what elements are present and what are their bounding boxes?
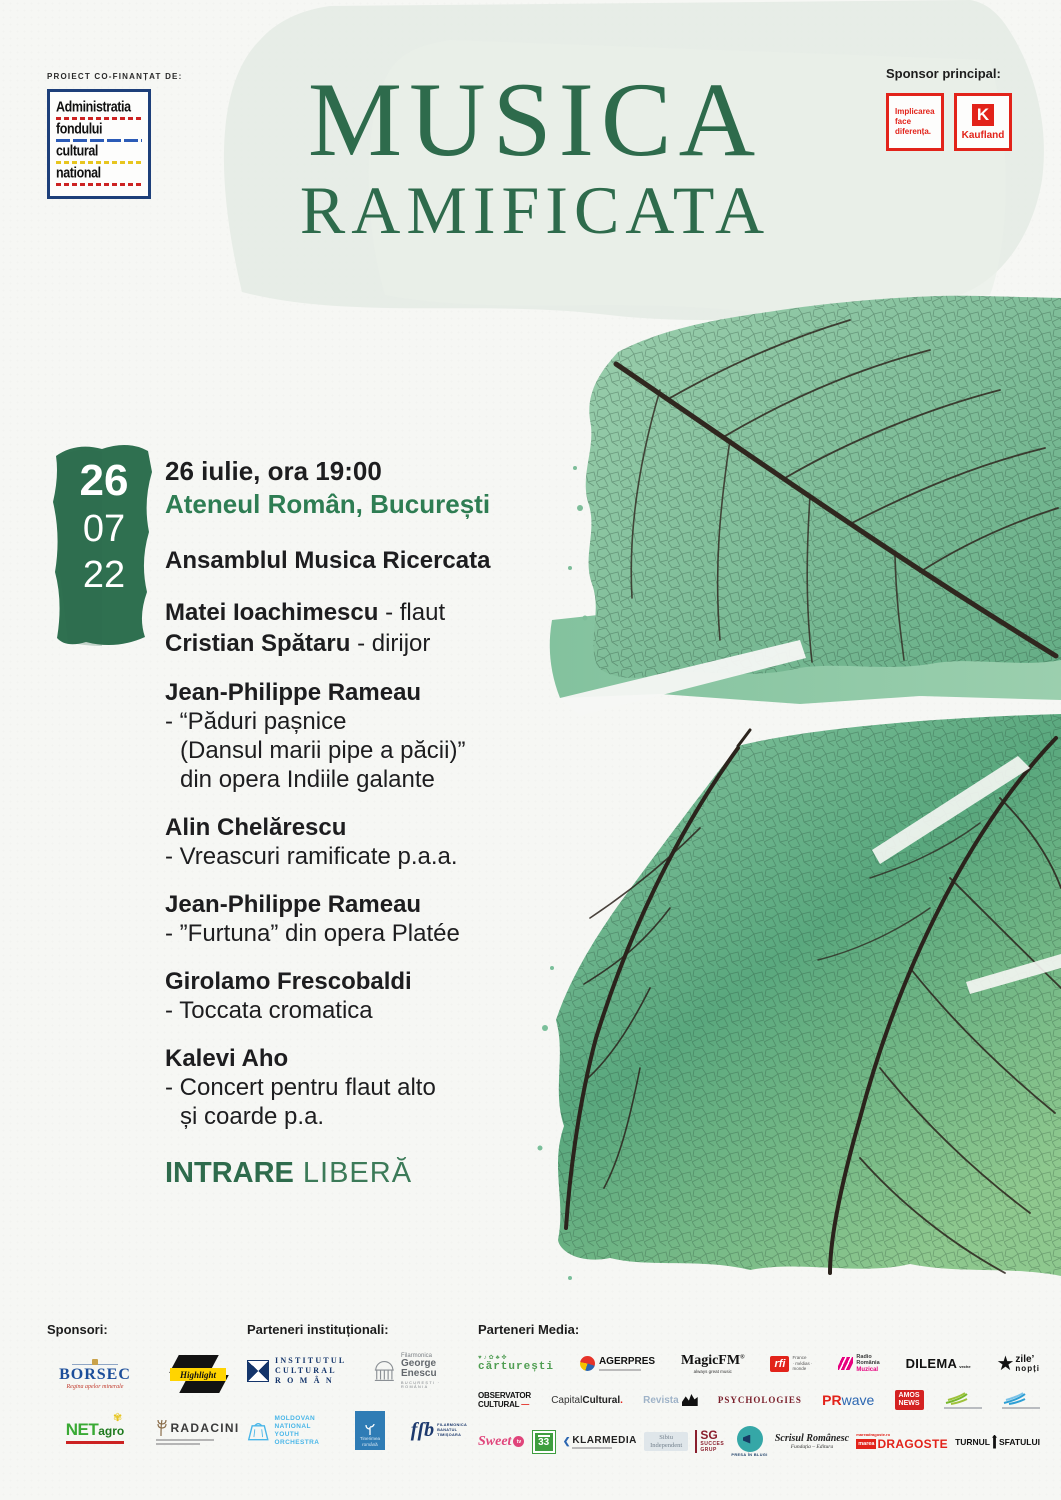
dragoste-box: marea — [858, 1441, 875, 1447]
borsec-name: BORSEC — [59, 1365, 131, 1383]
atheneum-building-icon — [372, 1358, 397, 1384]
composer-name: Jean-Philippe Rameau — [165, 679, 422, 706]
logo-capital-cultural — [551, 1395, 623, 1406]
netagro-bar — [66, 1441, 125, 1444]
zile-line: zile’ — [1015, 1353, 1035, 1365]
logo-borsec — [59, 1359, 131, 1390]
klarmedia-chevron-icon: ❮ — [562, 1436, 571, 1446]
rrm-line: Muzical — [856, 1366, 879, 1373]
mnyo-icon — [247, 1419, 270, 1443]
implicarea-line: Implicarea — [895, 107, 935, 116]
program-entry — [165, 890, 605, 948]
rrm-line: Radio — [856, 1353, 872, 1360]
logo-scrisul-romanesc — [775, 1433, 849, 1450]
title-line-1: MUSICA — [307, 61, 763, 178]
observator-line: OBSERVATOR — [478, 1391, 531, 1400]
carturesti-symbols-icon: ♥♪✿♣✤ — [478, 1354, 509, 1361]
afcn-logo-line: Administratia — [56, 98, 131, 115]
green-wave-icon — [944, 1392, 968, 1405]
logo-carturesti — [478, 1355, 554, 1373]
kaufland-k-icon: K — [972, 104, 994, 126]
netagro-agro: agro — [98, 1424, 125, 1438]
scrisul-sub: Fundația – Editura — [790, 1444, 834, 1450]
rfi-line: France — [792, 1355, 807, 1361]
afcn-block — [47, 72, 182, 199]
ensemble-name: Ansamblul Musica Ricercata — [165, 547, 491, 574]
radacini-name: RADACINI — [170, 1421, 240, 1435]
blue-wave-icon — [1002, 1392, 1026, 1405]
dragoste-name: DRAGOSTE — [877, 1437, 948, 1451]
afcn-separator — [56, 117, 142, 120]
media-row-3 — [478, 1426, 1040, 1457]
entry-regular: LIBERĂ — [302, 1157, 413, 1189]
kaufland-name: Kaufland — [961, 129, 1005, 141]
prwave-b: wave — [841, 1392, 875, 1408]
rfi-line: monde — [792, 1366, 807, 1372]
program-entry — [165, 813, 605, 871]
sweet-script: Sweet — [478, 1433, 512, 1449]
date-month: 07 — [82, 508, 126, 550]
capital-a: Capital — [551, 1394, 583, 1406]
logo-sweet-tv — [478, 1434, 524, 1450]
star-icon: ★ — [996, 1352, 1015, 1375]
composer-name: Alin Chelărescu — [165, 814, 347, 841]
revista-figures-icon — [682, 1394, 698, 1406]
amos-line: AMOS — [898, 1392, 920, 1399]
logo-sg-succes-grup — [695, 1430, 724, 1453]
icr-line: CULTURAL — [275, 1366, 337, 1375]
logo-moldovan-national-youth-orchestra — [247, 1415, 329, 1447]
logo-zile-nopti — [996, 1354, 1039, 1374]
composer-name: Kalevi Aho — [165, 1045, 289, 1072]
work-line: și coarde p.a. — [180, 1103, 325, 1130]
implicarea-line: diferența. — [895, 127, 932, 136]
date-day: 26 — [79, 456, 129, 505]
banatul-line: FILARMONICA — [437, 1423, 467, 1428]
wheat-icon — [156, 1419, 167, 1437]
sunflower-icon: ✾ — [113, 1412, 123, 1424]
media-label: Parteneri Media: — [478, 1322, 580, 1337]
event-details — [165, 456, 605, 1190]
sweet-tv-badge: tv — [513, 1436, 524, 1447]
performer-name: Matei Ioachimescu — [165, 599, 379, 626]
composer-name: Girolamo Frescobaldi — [165, 968, 412, 995]
tinerimea-line: Tinerimea — [359, 1436, 381, 1441]
implicarea-logo — [886, 93, 944, 151]
media-row-1 — [478, 1353, 1040, 1374]
enescu-top: Filarmonica — [401, 1353, 433, 1359]
performer-name: Cristian Spătaru — [165, 630, 351, 657]
carturesti-name: cărturești — [478, 1360, 555, 1373]
program-entry — [165, 1044, 605, 1131]
mnyo-line: NATIONAL YOUTH — [274, 1422, 311, 1438]
logo-rfi — [770, 1355, 812, 1372]
scrisul-name: Scrisul Românesc — [774, 1433, 850, 1444]
sibiu-line: Sibiu — [659, 1434, 673, 1441]
sg-initials: SG — [700, 1428, 718, 1442]
logo-klarmedia — [563, 1435, 637, 1449]
sponsors-label: Sponsori: — [47, 1322, 108, 1337]
logo-observator-cultural — [478, 1391, 531, 1409]
performers-list — [165, 597, 605, 659]
free-entry-note — [165, 1157, 605, 1190]
logo-presa-in-blugi — [731, 1426, 767, 1457]
wave-green-caption-line — [944, 1407, 982, 1409]
logo-turnul-sfatului — [955, 1435, 1040, 1449]
logo-institutul-cultural-roman — [247, 1356, 346, 1386]
turnul-a: TURNUL — [955, 1436, 991, 1447]
performer-line — [165, 628, 605, 659]
amos-line: NEWS — [898, 1400, 920, 1407]
banatul-line: TIMIȘOARA — [437, 1432, 462, 1437]
title-line-2: RAMIFICATA — [299, 172, 771, 248]
rrm-stripes-icon — [838, 1357, 853, 1370]
banatul-monogram: fſb — [410, 1419, 435, 1441]
logo-marea-dragoste — [856, 1432, 948, 1451]
tinerimea-line: română — [362, 1441, 378, 1447]
wave-blue-caption-line — [1002, 1407, 1040, 1409]
work-line: - Toccata cromatica — [165, 997, 373, 1024]
enescu-name: George — [401, 1358, 437, 1369]
project-cofinanced-label: PROIECT CO-FINANȚAT DE: — [47, 72, 183, 81]
capital-dot: . — [620, 1394, 623, 1406]
sponsor-principal-label: Sponsor principal: — [886, 66, 1001, 81]
prwave-a: PR — [822, 1392, 842, 1408]
logo-tinerimea-romana — [355, 1411, 385, 1450]
dilema-name: DILEMA — [905, 1356, 958, 1371]
work-line: - Vreascuri ramificate p.a.a. — [165, 843, 458, 870]
logo-agerpres — [580, 1356, 655, 1371]
main-sponsor-block — [886, 66, 1026, 151]
logo-filarmonica-banatul — [411, 1419, 467, 1442]
icr-icon — [247, 1360, 269, 1382]
magicfm-tagline: always great music — [693, 1369, 732, 1374]
zile-line: nopți — [1015, 1363, 1040, 1373]
work-line: - “Păduri pașnice — [165, 708, 347, 735]
agerpres-name: AGERPRES — [598, 1356, 656, 1367]
radacini-tagline-line — [156, 1439, 214, 1441]
afcn-separator — [56, 183, 142, 186]
afcn-separator — [56, 139, 142, 142]
logo-33 — [532, 1430, 556, 1454]
magicfm-name: MagicFM — [680, 1353, 741, 1368]
logo-magicfm — [681, 1353, 745, 1374]
logo-radacini — [156, 1419, 239, 1445]
sg-line: SUCCES — [700, 1441, 725, 1447]
afcn-logo-line: national — [56, 164, 101, 181]
performer-role: - flaut — [385, 599, 446, 626]
logo-highlight — [170, 1353, 226, 1395]
media-row-2 — [478, 1390, 1040, 1410]
work-line: din opera Indiile galante — [180, 766, 435, 793]
mnyo-line: MOLDOVAN — [274, 1414, 316, 1422]
sprout-icon — [363, 1422, 377, 1436]
date-block — [58, 456, 150, 598]
afcn-logo-line: fondului — [56, 120, 103, 137]
logo-sibiu-independent — [644, 1432, 688, 1451]
logo-prwave — [822, 1392, 874, 1408]
logo-dilema — [906, 1356, 971, 1371]
rfi-box: rfi — [770, 1356, 789, 1372]
g33-number: 33 — [538, 1437, 550, 1448]
presa-name: PRESA ÎN BLUGI — [731, 1453, 768, 1457]
kaufland-logo — [954, 93, 1012, 151]
icr-line: INSTITUTUL — [275, 1356, 347, 1365]
observator-line: CULTURAL — [478, 1400, 520, 1409]
afcn-logo — [47, 89, 151, 199]
agerpres-tagline-line — [599, 1369, 641, 1371]
turnul-b: SFATULUI — [999, 1436, 1040, 1447]
work-line: - ”Furtuna” din opera Platée — [165, 920, 460, 947]
highlight-name: Highlight — [170, 1368, 226, 1381]
entry-bold: INTRARE — [165, 1157, 294, 1189]
klarmedia-name: KLARMEDIA — [572, 1434, 637, 1446]
enescu-name: Enescu — [401, 1368, 437, 1379]
enescu-sub: BUCUREȘTI · ROMÂNIA — [401, 1381, 441, 1389]
institutional-label: Parteneri instituționali: — [247, 1322, 389, 1337]
date-year: 22 — [82, 554, 126, 596]
sibiu-line: Independent — [650, 1441, 683, 1449]
agerpres-globe-icon — [580, 1356, 595, 1371]
implicarea-line: face — [895, 117, 912, 126]
afcn-separator — [56, 161, 142, 164]
logo-filarmonica-george-enescu — [372, 1353, 467, 1389]
borsec-crest-icon — [72, 1359, 118, 1365]
dilema-side: veche — [959, 1364, 971, 1369]
revista-name: Revista — [643, 1394, 679, 1406]
work-line: - Concert pentru flaut alto — [165, 1074, 436, 1101]
observator-dash: — — [521, 1400, 530, 1409]
composer-name: Jean-Philippe Rameau — [165, 891, 422, 918]
performer-role: - dirijor — [357, 630, 431, 657]
event-datetime: 26 iulie, ora 19:00 — [165, 456, 382, 486]
media-column — [478, 1322, 1040, 1473]
event-venue: Ateneul Român, București — [165, 489, 491, 519]
sg-line: GRUP — [700, 1447, 717, 1453]
institutional-column — [247, 1322, 467, 1472]
netagro-net: NET — [65, 1420, 99, 1439]
logo-psychologies: PSYCHOLOGIES — [717, 1395, 802, 1405]
banatul-line: BANATUL — [437, 1428, 458, 1433]
logo-radio-romania-muzical — [838, 1354, 879, 1374]
page-title — [180, 61, 890, 248]
borsec-slogan: Regina apelor minerale — [66, 1383, 124, 1390]
performer-line — [165, 597, 605, 628]
magicfm-reg: ® — [740, 1354, 745, 1361]
logo-netagro — [65, 1412, 125, 1444]
work-line: (Dansul marii pipe a păcii)” — [180, 737, 466, 764]
program-entry — [165, 678, 605, 794]
icr-line: R O M Â N — [275, 1376, 334, 1385]
radacini-tagline-line — [156, 1443, 200, 1445]
dragoste-url: mareadragoste.ro — [856, 1432, 891, 1437]
tower-icon — [992, 1435, 997, 1449]
megaphone-icon — [737, 1426, 763, 1452]
rfi-line: · médias · — [792, 1360, 813, 1366]
capital-b: Cultural — [582, 1394, 621, 1406]
logo-amos-news — [895, 1390, 924, 1410]
sponsors-column — [47, 1322, 240, 1445]
rrm-line: România — [856, 1360, 880, 1366]
logo-wave-blue-tv — [1002, 1392, 1040, 1409]
program-entry — [165, 967, 605, 1025]
afcn-logo-line: cultural — [56, 142, 98, 159]
mnyo-line: ORCHESTRA — [274, 1438, 320, 1446]
logo-revista — [643, 1394, 698, 1406]
klarmedia-tagline-line — [572, 1447, 612, 1449]
logo-wave-green — [944, 1392, 982, 1409]
